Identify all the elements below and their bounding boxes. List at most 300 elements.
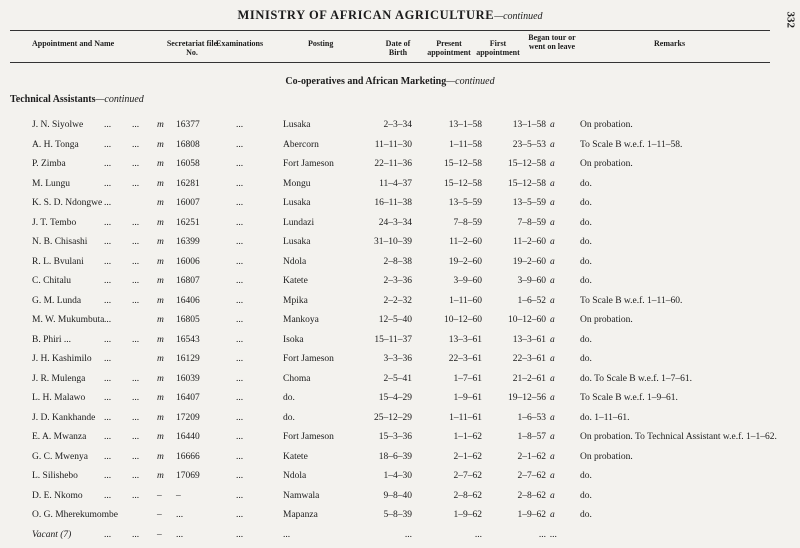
present-appointment-cell: 13–1–58: [448, 120, 482, 130]
staff-name: G. M. Lunda: [32, 295, 82, 306]
examinations-cell: ...: [236, 354, 244, 364]
leader-dots: ...: [104, 198, 112, 208]
posting-cell: Katete: [283, 451, 308, 462]
present-appointment-cell: 2–1–62: [453, 451, 482, 462]
file-number: 16377: [176, 120, 200, 130]
tour-cell: a: [550, 139, 555, 150]
examinations-cell: ...: [236, 217, 244, 228]
remarks-cell: do.: [580, 198, 592, 208]
header-posting: Posting: [308, 39, 334, 48]
date-of-birth-cell: 12–5–40: [378, 315, 412, 325]
file-number: 16407: [176, 393, 200, 403]
remarks-cell: do.: [580, 471, 592, 481]
examinations-cell: ...: [236, 276, 244, 286]
present-appointment-cell: 19–2–60: [448, 256, 482, 267]
staff-name: R. L. Bvulani: [32, 256, 84, 267]
leader-dots: ...: [132, 334, 140, 345]
staff-name: B. Phiri ...: [32, 334, 72, 345]
leader-dots: ...: [104, 354, 112, 364]
tour-cell: a: [550, 510, 555, 520]
leader-dots: ...: [132, 139, 140, 150]
tour-cell: a: [550, 198, 555, 208]
leader-dots: ...: [132, 178, 140, 189]
staff-name: J. N. Siyolwe: [32, 120, 84, 130]
file-number: 16039: [176, 373, 200, 384]
posting-cell: Namwala: [283, 490, 320, 501]
table-row: [0, 313, 800, 333]
examinations-cell: ...: [236, 178, 244, 189]
first-appointment-cell: 2–7–62: [517, 471, 546, 481]
remarks-cell: On probation.: [580, 159, 633, 169]
subsection-title: Technical Assistants: [10, 94, 96, 105]
present-appointment-cell: 13–5–59: [448, 198, 482, 208]
staff-name: D. E. Nkomo: [32, 490, 83, 501]
header-top-rule: [10, 30, 770, 31]
leader-dots: ...: [132, 490, 140, 501]
leader-dots: ...: [132, 373, 140, 384]
examinations-cell: ...: [236, 295, 244, 306]
sex-marker: m: [157, 295, 164, 306]
leader-dots: ...: [104, 490, 112, 501]
table-row: [0, 372, 800, 392]
header-secretariat-file: Secretariat file No.: [166, 39, 218, 57]
leader-dots: ...: [104, 432, 112, 442]
header-bottom-rule: [10, 62, 770, 63]
sex-marker: m: [157, 198, 164, 208]
table-row: [0, 157, 800, 177]
file-number: 16007: [176, 198, 200, 208]
examinations-cell: ...: [236, 334, 244, 345]
posting-cell: Lundazi: [283, 217, 315, 228]
remarks-cell: do.: [580, 178, 592, 189]
first-appointment-cell: 13–1–58: [512, 120, 546, 130]
leader-dots: ...: [132, 217, 140, 228]
posting-cell: Fort Jameson: [283, 354, 334, 364]
first-appointment-cell: 23–5–53: [512, 139, 546, 150]
tour-cell: ...: [550, 529, 558, 540]
file-number: ...: [176, 529, 184, 540]
tour-cell: a: [550, 412, 555, 423]
date-of-birth-cell: 22–11–36: [374, 159, 412, 169]
section-title: Co-operatives and African Marketing: [285, 76, 447, 87]
examinations-cell: ...: [236, 159, 244, 169]
present-appointment-cell: 2–8–62: [453, 490, 482, 501]
file-number: 16808: [176, 139, 200, 150]
posting-cell: Mpika: [283, 295, 308, 306]
file-number: 16666: [176, 451, 200, 462]
first-appointment-cell: 15–12–58: [508, 159, 546, 169]
posting-cell: Fort Jameson: [283, 159, 334, 169]
first-appointment-cell: 2–8–62: [517, 490, 546, 501]
tour-cell: a: [550, 432, 555, 442]
page-title-text: MINISTRY OF AFRICAN AGRICULTURE: [237, 8, 495, 22]
posting-cell: Fort Jameson: [283, 432, 334, 442]
date-of-birth-cell: 2–3–36: [383, 276, 412, 286]
leader-dots: ...: [104, 295, 112, 306]
staff-name: N. B. Chisashi: [32, 237, 88, 247]
posting-cell: Isoka: [283, 334, 304, 345]
date-of-birth-cell: 11–11–30: [374, 139, 412, 150]
leader-dots: ...: [132, 412, 140, 423]
first-appointment-cell: 11–2–60: [513, 237, 546, 247]
remarks-cell: do.: [580, 510, 592, 520]
staff-name: J. T. Tembo: [32, 217, 77, 228]
table-row: [0, 528, 800, 548]
date-of-birth-cell: 24–3–34: [378, 217, 412, 228]
leader-dots: ...: [104, 237, 112, 247]
header-date-of-birth: Date of Birth: [385, 39, 411, 57]
present-appointment-cell: 1–11–61: [449, 412, 482, 423]
leader-dots: ...: [132, 295, 140, 306]
remarks-cell: On probation.: [580, 315, 633, 325]
table-row: [0, 118, 800, 138]
header-present-appointment: Present appointment: [427, 39, 471, 57]
section-suffix: —continued: [446, 76, 495, 87]
staff-name: E. A. Mwanza: [32, 432, 87, 442]
remarks-cell: do.: [580, 334, 592, 345]
posting-cell: do.: [283, 412, 295, 423]
date-of-birth-cell: 5–8–39: [383, 510, 412, 520]
table-row: [0, 138, 800, 158]
file-number: 16281: [176, 178, 200, 189]
section-heading: [0, 76, 780, 87]
staff-name: Vacant (7): [32, 529, 72, 540]
examinations-cell: ...: [236, 529, 244, 540]
leader-dots: ...: [104, 159, 112, 169]
posting-cell: Lusaka: [283, 198, 311, 208]
date-of-birth-cell: 15–4–29: [378, 393, 412, 403]
posting-cell: Ndola: [283, 256, 307, 267]
table-row: [0, 391, 800, 411]
file-number: 16251: [176, 217, 200, 228]
table-row: [0, 508, 800, 528]
leader-dots: ...: [104, 393, 112, 403]
file-number: ...: [176, 510, 184, 520]
first-appointment-cell: 1–8–57: [517, 432, 546, 442]
leader-dots: ...: [104, 217, 112, 228]
date-of-birth-cell: 2–8–38: [383, 256, 412, 267]
staff-name: A. H. Tonga: [32, 139, 79, 150]
leader-dots: ...: [132, 432, 140, 442]
first-appointment-cell: ...: [538, 529, 546, 540]
leader-dots: ...: [104, 373, 112, 384]
leader-dots: ...: [104, 276, 112, 286]
tour-cell: a: [550, 393, 555, 403]
present-appointment-cell: 1–1–62: [453, 432, 482, 442]
header-appointment-name: Appointment and Name: [32, 39, 115, 48]
examinations-cell: ...: [236, 432, 244, 442]
examinations-cell: ...: [236, 393, 244, 403]
leader-dots: ...: [104, 178, 112, 189]
date-of-birth-cell: 2–3–34: [383, 120, 412, 130]
sex-marker: –: [157, 529, 162, 540]
table-row: [0, 469, 800, 489]
leader-dots: ...: [132, 276, 140, 286]
first-appointment-cell: 10–12–60: [508, 315, 546, 325]
present-appointment-cell: 1–7–61: [453, 373, 482, 384]
tour-cell: a: [550, 217, 555, 228]
tour-cell: a: [550, 237, 555, 247]
first-appointment-cell: 1–9–62: [517, 510, 546, 520]
date-of-birth-cell: 15–11–37: [374, 334, 412, 345]
present-appointment-cell: 1–11–60: [449, 295, 482, 306]
sex-marker: m: [157, 432, 164, 442]
first-appointment-cell: 21–2–61: [512, 373, 546, 384]
examinations-cell: ...: [236, 373, 244, 384]
present-appointment-cell: 1–9–62: [453, 510, 482, 520]
tour-cell: a: [550, 490, 555, 501]
file-number: 16805: [176, 315, 200, 325]
sex-marker: m: [157, 471, 164, 481]
date-of-birth-cell: 25–12–29: [374, 412, 412, 423]
leader-dots: ...: [104, 471, 112, 481]
present-appointment-cell: 11–2–60: [449, 237, 482, 247]
page-title-suffix: —continued: [494, 11, 543, 22]
present-appointment-cell: ...: [474, 529, 482, 540]
tour-cell: a: [550, 373, 555, 384]
remarks-cell: do.: [580, 217, 592, 228]
staff-name: C. Chitalu: [32, 276, 72, 286]
sex-marker: m: [157, 276, 164, 286]
posting-cell: Mongu: [283, 178, 311, 189]
leader-dots: ...: [104, 412, 112, 423]
leader-dots: ...: [132, 120, 140, 130]
table-row: [0, 489, 800, 509]
file-number: 16406: [176, 295, 200, 306]
remarks-cell: do.: [580, 276, 592, 286]
table-row: [0, 216, 800, 236]
leader-dots: ...: [132, 451, 140, 462]
header-examinations: Examinations: [216, 39, 264, 48]
first-appointment-cell: 13–5–59: [512, 198, 546, 208]
table-row: [0, 177, 800, 197]
staff-name: M. Lungu: [32, 178, 70, 189]
remarks-cell: do. 1–11–61.: [580, 412, 630, 423]
remarks-cell: On probation. To Technical Assistant w.e.f. 1–1–62.: [580, 432, 777, 442]
examinations-cell: ...: [236, 256, 244, 267]
examinations-cell: ...: [236, 490, 244, 501]
sex-marker: m: [157, 373, 164, 384]
file-number: 16006: [176, 256, 200, 267]
date-of-birth-cell: 15–3–36: [378, 432, 412, 442]
file-number: –: [176, 490, 181, 501]
present-appointment-cell: 13–3–61: [448, 334, 482, 345]
tour-cell: a: [550, 295, 555, 306]
remarks-cell: do.: [580, 256, 592, 267]
file-number: 16129: [176, 354, 200, 364]
sex-marker: –: [157, 510, 162, 520]
tour-cell: a: [550, 276, 555, 286]
examinations-cell: ...: [236, 139, 244, 150]
table-row: [0, 352, 800, 372]
sex-marker: m: [157, 412, 164, 423]
examinations-cell: ...: [236, 120, 244, 130]
sex-marker: m: [157, 354, 164, 364]
table-row: [0, 196, 800, 216]
table-row: [0, 274, 800, 294]
posting-cell: Mapanza: [283, 510, 318, 520]
examinations-cell: ...: [236, 237, 244, 247]
first-appointment-cell: 22–3–61: [512, 354, 546, 364]
leader-dots: ...: [132, 471, 140, 481]
file-number: 16440: [176, 432, 200, 442]
present-appointment-cell: 2–7–62: [453, 471, 482, 481]
staff-name: G. C. Mwenya: [32, 451, 88, 462]
remarks-cell: do. To Scale B w.e.f. 1–7–61.: [580, 373, 693, 384]
sex-marker: m: [157, 217, 164, 228]
staff-name: J. D. Kankhande: [32, 412, 96, 423]
sex-marker: m: [157, 139, 164, 150]
posting-cell: Lusaka: [283, 120, 311, 130]
sex-marker: m: [157, 159, 164, 169]
posting-cell: Katete: [283, 276, 308, 286]
table-row: [0, 294, 800, 314]
present-appointment-cell: 10–12–60: [444, 315, 482, 325]
present-appointment-cell: 22–3–61: [448, 354, 482, 364]
present-appointment-cell: 3–9–60: [453, 276, 482, 286]
leader-dots: ...: [104, 529, 112, 540]
examinations-cell: ...: [236, 471, 244, 481]
date-of-birth-cell: 2–2–32: [383, 295, 412, 306]
remarks-cell: do.: [580, 354, 592, 364]
sex-marker: –: [157, 490, 162, 501]
date-of-birth-cell: 16–11–38: [374, 198, 412, 208]
leader-dots: ...: [104, 451, 112, 462]
posting-cell: Abercorn: [283, 139, 319, 150]
leader-dots: ...: [132, 159, 140, 169]
first-appointment-cell: 19–12–56: [508, 393, 546, 403]
staff-name: J. H. Kashimilo: [32, 354, 92, 364]
posting-cell: ...: [283, 529, 291, 540]
staff-name: M. W. Mukumbuta: [32, 315, 105, 325]
present-appointment-cell: 7–8–59: [453, 217, 482, 228]
file-number: 16058: [176, 159, 200, 169]
leader-dots: ...: [104, 256, 112, 267]
posting-cell: do.: [283, 393, 295, 403]
header-remarks: Remarks: [654, 39, 686, 48]
leader-dots: ...: [132, 529, 140, 540]
sex-marker: m: [157, 393, 164, 403]
first-appointment-cell: 19–2–60: [512, 256, 546, 267]
leader-dots: ...: [132, 237, 140, 247]
remarks-cell: On probation.: [580, 120, 633, 130]
table-row: [0, 450, 800, 470]
staff-name: J. R. Mulenga: [32, 373, 86, 384]
examinations-cell: ...: [236, 510, 244, 520]
first-appointment-cell: 3–9–60: [517, 276, 546, 286]
present-appointment-cell: 1–9–61: [453, 393, 482, 403]
tour-cell: a: [550, 159, 555, 169]
first-appointment-cell: 7–8–59: [517, 217, 546, 228]
tour-cell: a: [550, 178, 555, 189]
posting-cell: Lusaka: [283, 237, 311, 247]
date-of-birth-cell: 18–6–39: [378, 451, 412, 462]
tour-cell: a: [550, 334, 555, 345]
subsection-suffix: —continued: [95, 94, 144, 105]
first-appointment-cell: 1–6–53: [517, 412, 546, 423]
tour-cell: a: [550, 451, 555, 462]
remarks-cell: do.: [580, 490, 592, 501]
staff-name: P. Zimba: [32, 159, 66, 169]
leader-dots: ...: [104, 334, 112, 345]
staff-name: O. G. Mherekumombe: [32, 510, 119, 520]
tour-cell: a: [550, 256, 555, 267]
present-appointment-cell: 15–12–58: [444, 178, 482, 189]
remarks-cell: do.: [580, 237, 592, 247]
remarks-cell: To Scale B w.e.f. 1–11–60.: [580, 295, 683, 306]
sex-marker: m: [157, 178, 164, 189]
staff-name: L. H. Malawo: [32, 393, 86, 403]
first-appointment-cell: 1–6–52: [517, 295, 546, 306]
file-number: 16399: [176, 237, 200, 247]
leader-dots: ...: [132, 256, 140, 267]
examinations-cell: ...: [236, 451, 244, 462]
present-appointment-cell: 15–12–58: [444, 159, 482, 169]
staff-table: [0, 118, 800, 547]
tour-cell: a: [550, 315, 555, 325]
staff-name: L. Silishebo: [32, 471, 78, 481]
table-row: [0, 235, 800, 255]
table-row: [0, 411, 800, 431]
examinations-cell: ...: [236, 315, 244, 325]
header-first-appointment: First appointment: [476, 39, 520, 57]
date-of-birth-cell: 1–4–30: [383, 471, 412, 481]
tour-cell: a: [550, 120, 555, 130]
page-number: 332: [784, 11, 796, 28]
sex-marker: m: [157, 237, 164, 247]
date-of-birth-cell: 9–8–40: [383, 490, 412, 501]
first-appointment-cell: 2–1–62: [517, 451, 546, 462]
table-row: [0, 333, 800, 353]
date-of-birth-cell: 11–4–37: [379, 178, 412, 189]
subsection-heading: [10, 94, 144, 105]
remarks-cell: To Scale B w.e.f. 1–11–58.: [580, 139, 683, 150]
leader-dots: ...: [132, 393, 140, 403]
examinations-cell: ...: [236, 412, 244, 423]
sex-marker: m: [157, 451, 164, 462]
tour-cell: a: [550, 471, 555, 481]
posting-cell: Ndola: [283, 471, 307, 481]
date-of-birth-cell: 31–10–39: [374, 237, 412, 247]
sex-marker: m: [157, 256, 164, 267]
remarks-cell: To Scale B w.e.f. 1–9–61.: [580, 393, 678, 403]
page-title: [0, 8, 780, 23]
first-appointment-cell: 15–12–58: [508, 178, 546, 189]
header-began-tour: Began tour or went on leave: [528, 33, 576, 51]
first-appointment-cell: 13–3–61: [512, 334, 546, 345]
date-of-birth-cell: ...: [404, 529, 412, 540]
remarks-cell: On probation.: [580, 451, 633, 462]
examinations-cell: ...: [236, 198, 244, 208]
sex-marker: m: [157, 315, 164, 325]
sex-marker: m: [157, 120, 164, 130]
leader-dots: ...: [104, 120, 112, 130]
date-of-birth-cell: 2–5–41: [383, 373, 412, 384]
staff-name: K. S. D. Ndongwe: [32, 198, 103, 208]
date-of-birth-cell: 3–3–36: [383, 354, 412, 364]
posting-cell: Mankoya: [283, 315, 319, 325]
present-appointment-cell: 1–11–58: [449, 139, 482, 150]
sex-marker: m: [157, 334, 164, 345]
file-number: 17069: [176, 471, 200, 481]
file-number: 17209: [176, 412, 200, 423]
table-row: [0, 430, 800, 450]
file-number: 16807: [176, 276, 200, 286]
tour-cell: a: [550, 354, 555, 364]
file-number: 16543: [176, 334, 200, 345]
table-row: [0, 255, 800, 275]
leader-dots: ...: [104, 139, 112, 150]
